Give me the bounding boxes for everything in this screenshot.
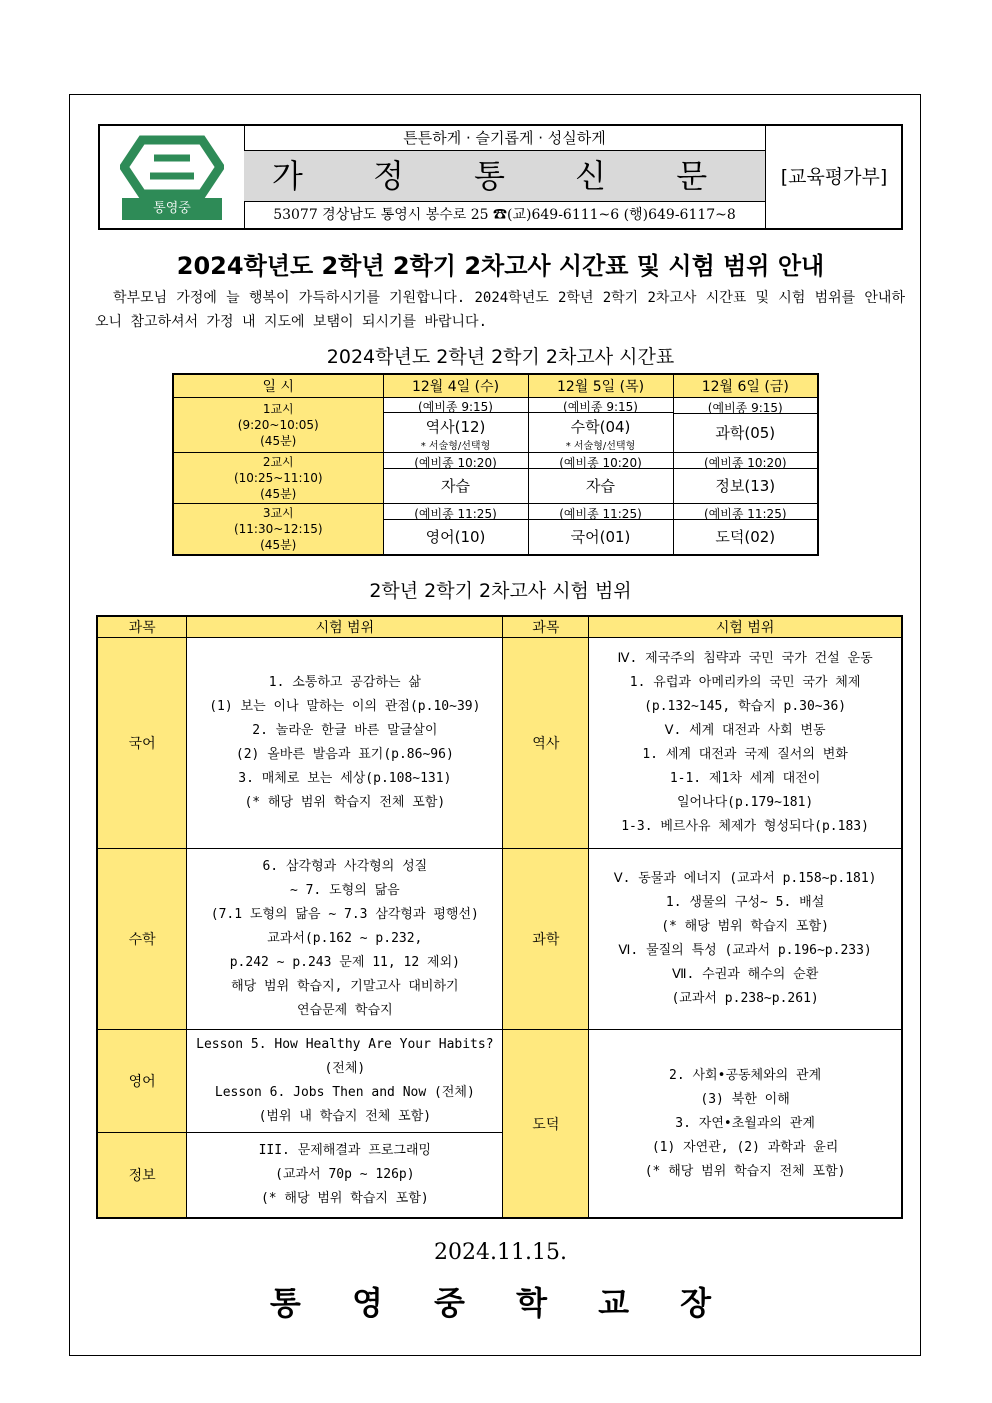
range-line: Lesson 5. How Healthy Are Your Habits? — [196, 1037, 494, 1052]
logo-text-plate — [122, 198, 222, 220]
exam-subject: 도덕(02) — [715, 527, 776, 546]
range-line: 1-3. 베르사유 체제가 형성되다(p.183) — [621, 819, 869, 834]
prep-bell: (예비종 10:20) — [674, 454, 818, 469]
exam-cell — [528, 398, 673, 453]
range-cell — [187, 638, 503, 849]
range-row — [97, 1030, 902, 1133]
range-line: 1. 유럽과 아메리카의 국민 국가 체제 — [629, 675, 861, 690]
issue-date: 2024.11.15. — [434, 1240, 567, 1265]
exam-cell — [673, 398, 818, 453]
range-header-cell: 과목 — [503, 616, 589, 638]
exam-cell — [673, 453, 818, 504]
subject-cell: 수학 — [97, 849, 187, 1030]
exam-subject: 국어(01) — [570, 527, 631, 546]
exam-subject: 자습 — [441, 476, 470, 495]
prep-bell: (예비종 11:25) — [674, 505, 818, 520]
range-line: 일어나다(p.179~181) — [676, 795, 814, 810]
period-time: (9:20~10:05) — [237, 418, 319, 432]
schedule-header-cell: 12월 6일 (금) — [673, 374, 818, 398]
schedule-title: 2024학년도 2학년 2학기 2차고사 시간표 — [326, 346, 675, 368]
prep-bell: (예비종 10:20) — [384, 454, 528, 469]
range-line: (* 해당 범위 학습지 포함) — [661, 919, 829, 934]
range-line: (1) 자연관, (2) 과학과 윤리 — [651, 1139, 839, 1155]
range-cell — [187, 849, 503, 1030]
range-line: 3. 자연•초월과의 관계 — [675, 1115, 815, 1131]
range-header-cell: 과목 — [97, 616, 187, 638]
range-line: Ⅳ. 제국주의 침략과 국민 국가 건설 운동 — [617, 651, 873, 666]
period-cell — [173, 504, 383, 556]
exam-subject: 과학(05) — [715, 423, 776, 442]
subject-cell: 정보 — [97, 1133, 187, 1219]
range-line: (교과서 p.238~p.261) — [671, 991, 819, 1006]
exam-cell — [383, 398, 528, 453]
subject-cell: 도덕 — [503, 1030, 589, 1219]
range-line: (* 해당 범위 학습지 전체 포함) — [644, 1163, 846, 1179]
prep-bell: (예비종 10:20) — [529, 454, 673, 469]
schedule-row — [173, 504, 818, 556]
prep-bell: (예비종 9:15) — [674, 399, 818, 414]
subject-cell: 과학 — [503, 849, 589, 1030]
prep-bell: (예비종 11:25) — [384, 505, 528, 520]
range-line: 1-1. 제1차 세계 대전이 — [669, 771, 821, 786]
subject-cell: 국어 — [97, 638, 187, 849]
range-line: 연습문제 학습지 — [296, 1003, 393, 1018]
period-label: 2교시 — [262, 455, 294, 469]
range-line: 2. 놀라운 한글 바른 말글살이 — [252, 723, 438, 738]
range-line: Lesson 6. Jobs Then and Now (전체) — [214, 1085, 475, 1100]
department-label: [교육평가부] — [765, 126, 902, 228]
period-time: (11:30~12:15) — [233, 522, 323, 536]
exam-cell — [673, 504, 818, 556]
exam-subject: 정보(13) — [715, 476, 776, 495]
exam-subject: 영어(10) — [425, 527, 486, 546]
schedule-header-row — [173, 374, 818, 398]
range-header-cell: 시험 범위 — [187, 616, 503, 638]
range-row — [97, 638, 902, 849]
period-cell — [173, 398, 383, 453]
range-line: 6. 삼각형과 사각형의 성질 — [262, 859, 428, 874]
range-title: 2학년 2학기 2차고사 시험 범위 — [369, 580, 632, 602]
period-duration: (45분) — [260, 434, 297, 448]
range-line: (7.1 도형의 닮음 ~ 7.3 삼각형과 평행선) — [210, 907, 479, 922]
period-cell — [173, 453, 383, 504]
exam-cell — [383, 504, 528, 556]
exam-subject: 역사(12) — [425, 418, 486, 436]
schedule-header-cell: 일 시 — [173, 374, 383, 398]
period-label: 1교시 — [262, 402, 294, 416]
exam-note: * 서술형/선택형 — [565, 441, 636, 452]
range-line: 3. 매체로 보는 세상(p.108~131) — [238, 771, 452, 786]
principal-signature: 통 영 중 학 교 장 — [269, 1284, 732, 1322]
range-line: (* 해당 범위 학습지 전체 포함) — [244, 795, 446, 810]
prep-bell: (예비종 9:15) — [529, 398, 673, 413]
range-line: (p.132~145, 학습지 p.30~36) — [644, 699, 847, 714]
range-cell — [187, 1030, 503, 1133]
range-line: 1. 생물의 구성~ 5. 배설 — [665, 895, 825, 910]
range-line: Ⅴ. 동물과 에너지 (교과서 p.158~p.181) — [613, 871, 877, 886]
exam-subject: 자습 — [586, 476, 615, 495]
subject-cell: 영어 — [97, 1030, 187, 1133]
range-line: (3) 북한 이해 — [700, 1091, 790, 1107]
schedule-row — [173, 398, 818, 453]
range-line: III. 문제해결과 프로그래밍 — [258, 1143, 432, 1158]
school-address: 53077 경상남도 통영시 봉수로 25 ☎(교)649-6111~6 (행)649-6117~8 — [273, 207, 736, 223]
exam-cell — [528, 504, 673, 556]
range-line: (교과서 70p ~ 126p) — [275, 1167, 415, 1182]
period-duration: (45분) — [260, 538, 297, 552]
range-line: Ⅴ. 세계 대전과 사회 변동 — [664, 723, 826, 738]
range-line: 1. 세계 대전과 국제 질서의 변화 — [642, 747, 848, 762]
period-label: 3교시 — [262, 506, 294, 520]
intro-paragraph: 학부모님 가정에 늘 행복이 가득하시기를 기원합니다. 2024학년도 2학년 2학기 2차고사 시간표 및 시험 범위를 안내하오니 참고하셔서 가정 내 지도에 보탬이 되시기를 바랍니다. — [95, 290, 905, 330]
exam-range-table — [96, 615, 903, 1219]
exam-subject: 수학(04) — [570, 418, 631, 436]
schedule-header-cell: 12월 5일 (목) — [528, 374, 673, 398]
range-line: (전체) — [324, 1061, 366, 1076]
range-line: (1) 보는 이나 말하는 이의 관점(p.10~39) — [209, 699, 481, 714]
exam-note: * 서술형/선택형 — [420, 441, 491, 452]
range-line: (2) 올바른 발음과 표기(p.86~96) — [235, 747, 454, 762]
exam-cell — [528, 453, 673, 504]
range-cell — [187, 1133, 503, 1219]
school-logo — [100, 126, 245, 228]
range-line: ~ 7. 도형의 닮음 — [289, 883, 400, 898]
school-emblem-icon — [120, 134, 224, 200]
range-line: 1. 소통하고 공감하는 삶 — [268, 675, 421, 690]
period-duration: (45분) — [260, 487, 297, 501]
period-time: (10:25~11:10) — [233, 471, 323, 485]
range-line: p.242 ~ p.243 문제 11, 12 제외) — [229, 955, 460, 970]
range-cell — [589, 638, 902, 849]
range-line: 해당 범위 학습지, 기말고사 대비하기 — [231, 979, 459, 994]
subject-cell: 역사 — [503, 638, 589, 849]
schedule-header-cell: 12월 4일 (수) — [383, 374, 528, 398]
school-motto: 튼튼하게 · 슬기롭게 · 성실하게 — [244, 126, 765, 151]
range-cell — [589, 849, 902, 1030]
range-line: (* 해당 범위 학습지 포함) — [260, 1191, 429, 1206]
main-title: 2024학년도 2학년 2학기 2차고사 시간표 및 시험 범위 안내 — [176, 252, 825, 280]
range-row — [97, 849, 902, 1030]
range-cell — [589, 1030, 902, 1219]
range-line: 교과서(p.162 ~ p.232, — [267, 931, 423, 946]
range-line: 2. 사회•공동체와의 관계 — [669, 1067, 822, 1083]
range-header-cell: 시험 범위 — [589, 616, 902, 638]
prep-bell: (예비종 9:15) — [384, 398, 528, 413]
range-line: Ⅶ. 수권과 해수의 순환 — [671, 967, 819, 982]
newsletter-header — [98, 124, 903, 230]
logo-text: 통영중 — [153, 201, 191, 216]
range-header-row — [97, 616, 902, 638]
range-line: (범위 내 학습지 전체 포함) — [258, 1109, 432, 1124]
newsletter-title: 가 정 통 신 문 — [244, 151, 765, 202]
prep-bell: (예비종 11:25) — [529, 505, 673, 520]
range-line: Ⅵ. 물질의 특성 (교과서 p.196~p.233) — [618, 943, 872, 958]
header-center — [244, 126, 765, 228]
schedule-row — [173, 453, 818, 504]
exam-schedule-table — [172, 373, 819, 556]
exam-cell — [383, 453, 528, 504]
